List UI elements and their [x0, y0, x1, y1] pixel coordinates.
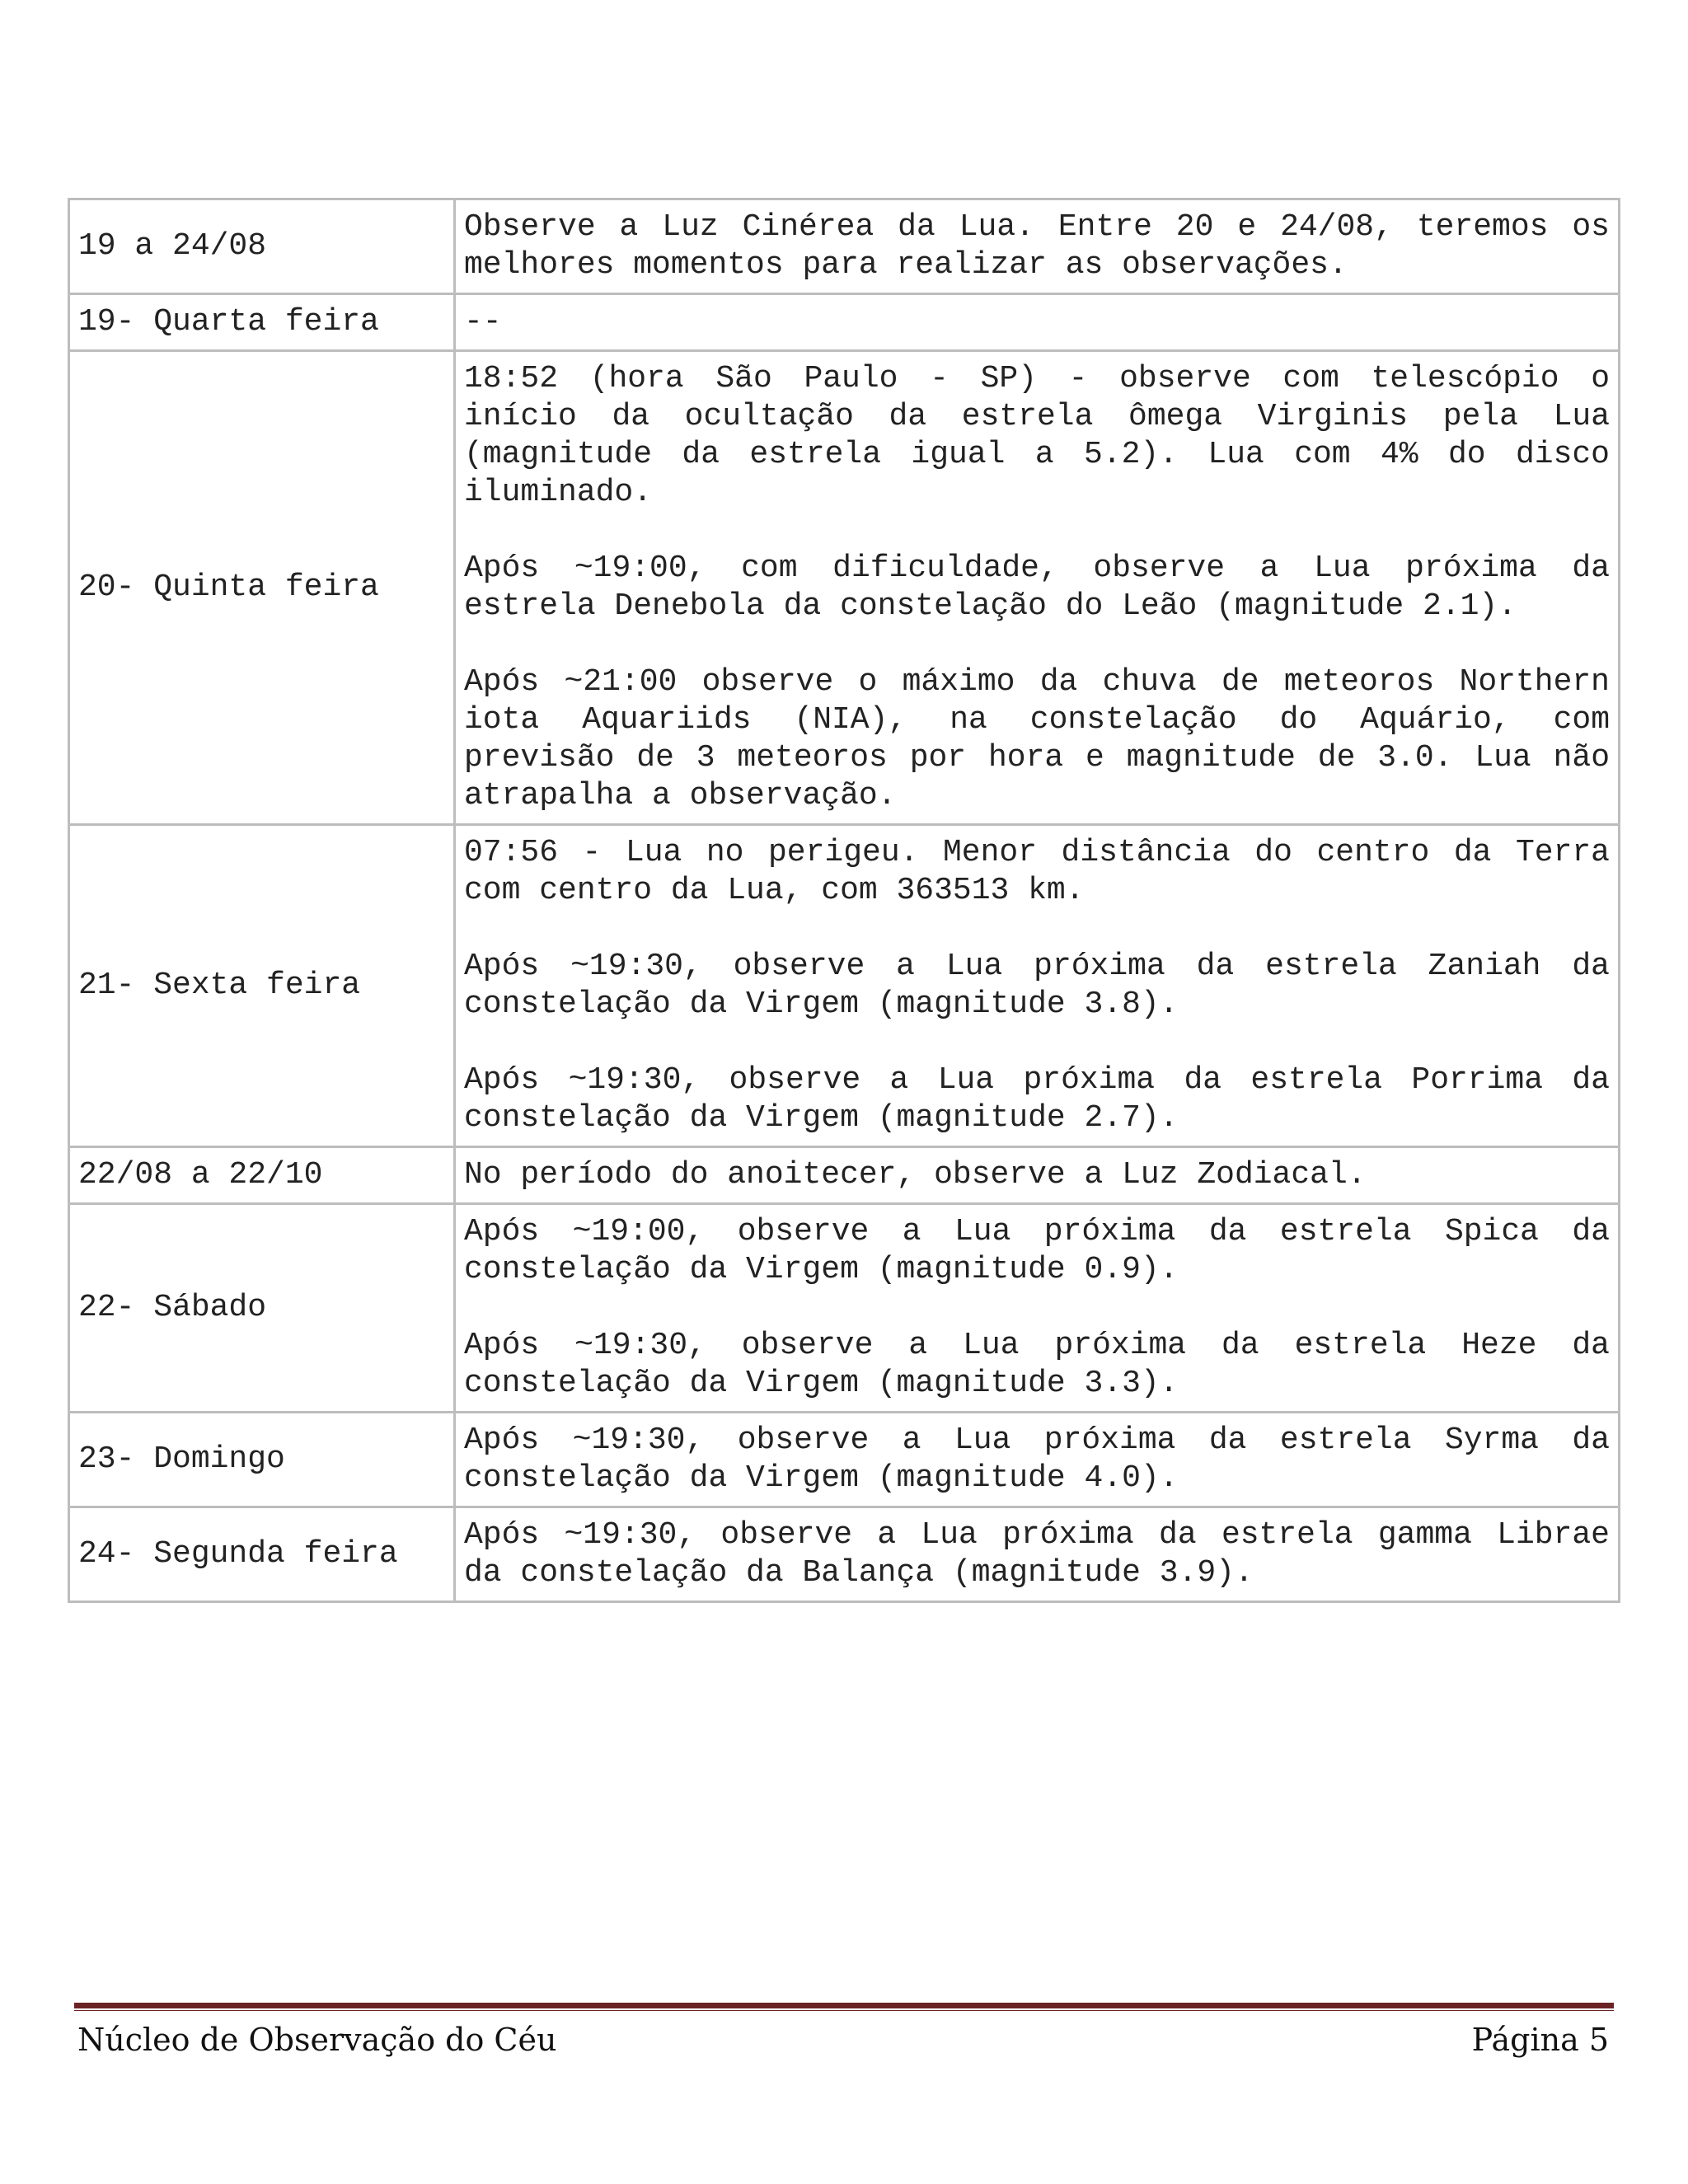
description-cell [455, 199, 1620, 294]
footer-page-number: Página 5 [1471, 2022, 1609, 2058]
description-paragraph: Após ~19:30, observe a Lua próxima da estrela Zaniah da constelação da Virgem (magnitude 3.8). [464, 949, 1610, 1022]
description-paragraph: Observe a Luz Cinérea da Lua. Entre 20 e 24/08, teremos os melhores momentos para realizar as observações. [464, 209, 1610, 283]
table-row [69, 294, 1620, 351]
date-cell: 23- Domingo [69, 1413, 455, 1507]
date-cell: 24- Segunda feira [69, 1507, 455, 1602]
description-cell [455, 1147, 1620, 1204]
description-cell [455, 1204, 1620, 1413]
table-row [69, 1147, 1620, 1204]
date-cell: 19- Quarta feira [69, 294, 455, 351]
description-cell [455, 294, 1620, 351]
date-cell: 20- Quinta feira [69, 351, 455, 825]
date-cell: 19 a 24/08 [69, 199, 455, 294]
description-paragraph: 18:52 (hora São Paulo - SP) - observe com telescópio o início da ocultação da estrela ômega Virginis pela Lua (magnitude da estrela igual a 5.2). Lua com 4% do disco iluminado. [464, 361, 1610, 510]
footer-organization: Núcleo de Observação do Céu [77, 2022, 557, 2058]
description-paragraph: -- [464, 304, 502, 340]
description-paragraph: Após ~21:00 observe o máximo da chuva de meteoros Northern iota Aquariids (NIA), na constelação do Aquário, com previsão de 3 meteoros por hora e magnitude de 3.0. Lua não atrapalha a observação. [464, 664, 1610, 813]
table-row [69, 1413, 1620, 1507]
description-cell [455, 1507, 1620, 1602]
astronomy-schedule-table [68, 198, 1620, 1603]
description-cell [455, 825, 1620, 1147]
description-cell [455, 1413, 1620, 1507]
description-paragraph: No período do anoitecer, observe a Luz Zodiacal. [464, 1157, 1367, 1193]
description-paragraph: Após ~19:30, observe a Lua próxima da estrela Syrma da constelação da Virgem (magnitude 4.0). [464, 1422, 1610, 1496]
date-cell: 22- Sábado [69, 1204, 455, 1413]
description-paragraph: Após ~19:30, observe a Lua próxima da estrela Heze da constelação da Virgem (magnitude 3.3). [464, 1328, 1610, 1401]
date-cell: 22/08 a 22/10 [69, 1147, 455, 1204]
description-paragraph: Após ~19:30, observe a Lua próxima da estrela Porrima da constelação da Virgem (magnitude 2.7). [464, 1062, 1610, 1136]
footer-divider-gap [74, 2008, 1614, 2010]
description-cell [455, 351, 1620, 825]
table-row [69, 1507, 1620, 1602]
description-paragraph: Após ~19:30, observe a Lua próxima da estrela gamma Librae da constelação da Balança (magnitude 3.9). [464, 1517, 1610, 1591]
description-paragraph: Após ~19:00, com dificuldade, observe a Lua próxima da estrela Denebola da constelação do Leão (magnitude 2.1). [464, 551, 1610, 624]
table-row [69, 351, 1620, 825]
date-cell: 21- Sexta feira [69, 825, 455, 1147]
table-row [69, 199, 1620, 294]
description-paragraph: 07:56 - Lua no perigeu. Menor distância do centro da Terra com centro da Lua, com 363513 km. [464, 835, 1610, 908]
table-row [69, 825, 1620, 1147]
description-paragraph: Após ~19:00, observe a Lua próxima da estrela Spica da constelação da Virgem (magnitude 0.9). [464, 1214, 1610, 1287]
table-row [69, 1204, 1620, 1413]
